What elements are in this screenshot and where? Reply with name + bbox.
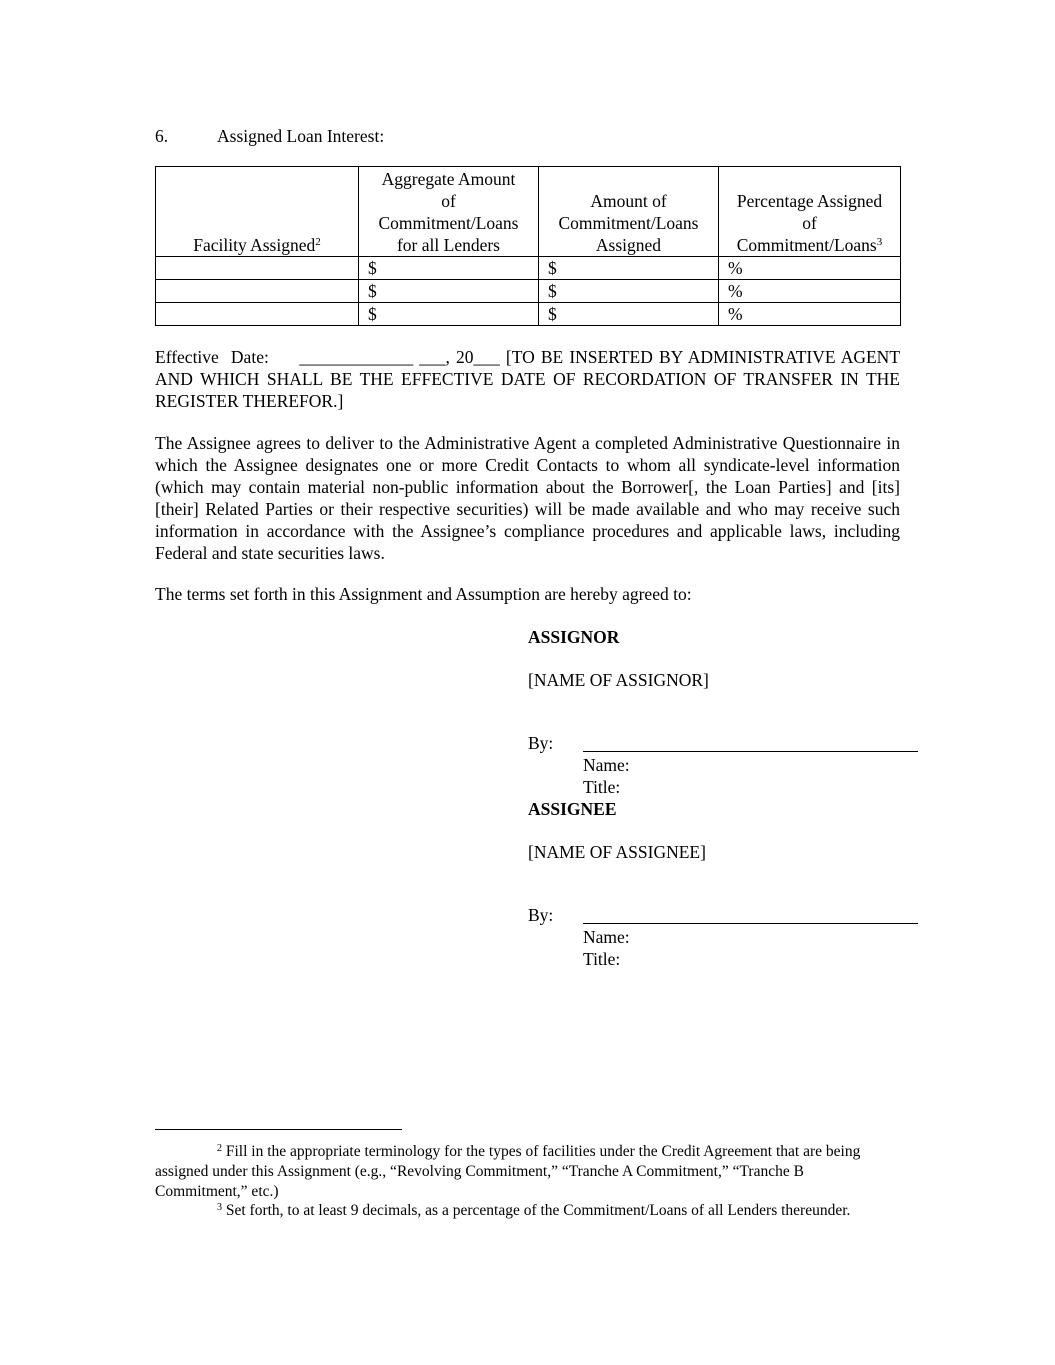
effective-date-label: Effective Date:	[155, 347, 269, 367]
effective-date-text: _____________ ___, 20___ [TO BE INSERTED BY ADMINISTRATIVE AGENT AND WHICH SHALL BE THE EFFECTIVE DATE OF RECORDATION OF TRANSFER IN THE REGISTER THEREFOR.]	[155, 347, 901, 411]
table-row	[156, 303, 901, 326]
assigned-loan-table	[155, 166, 901, 326]
assignee-name-label: Name:	[583, 927, 630, 947]
assignor-by-label: By:	[528, 733, 554, 753]
table-cell	[156, 280, 359, 303]
terms-agreed-line: The terms set forth in this Assignment and Assumption are hereby agreed to:	[155, 584, 692, 604]
footnote-3: $^3$ Set forth, to at least 9 decimals, as a percentage of the Commitment/Loans of all Lenders thereunder.	[217, 1202, 851, 1219]
assignee-agreement-paragraph: The Assignee agrees to deliver to the Administrative Agent a completed Administrative Questionnaire in which the Assignee designates one or more Credit Contacts to whom all syndicate-level information (which may contain material non-public information about the Borrower[, the Loan Parties] and [its] [their] Related Parties or their respective securities) will be made available and who may receive such information in accordance with the Assignee’s compliance procedures and applicable laws, including Federal and state securities laws.	[155, 433, 900, 563]
section-title: Assigned Loan Interest:	[217, 126, 385, 146]
footnote-2: $^2$ Fill in the appropriate terminology for the types of facilities under the Credit Agreement that are being assigned under this Assignment (e.g., “Revolving Commitment,” “Tranche A Commitment,” “Tranche B Commitment,” etc.)	[155, 1143, 861, 1200]
table-cell: $	[539, 257, 719, 280]
table-cell: %	[719, 303, 901, 326]
table-cell: $	[359, 257, 539, 280]
header-facility-assigned: Facility Assigned$^2$	[156, 167, 359, 257]
assignor-title-label: Title:	[583, 777, 621, 797]
table-cell: $	[539, 280, 719, 303]
assignor-name: [NAME OF ASSIGNOR]	[528, 670, 709, 690]
assignee-heading: ASSIGNEE	[528, 799, 617, 819]
assignor-signature-line[interactable]	[583, 751, 918, 752]
table-row	[156, 280, 901, 303]
table-header-row	[156, 167, 901, 257]
effective-date-paragraph	[155, 346, 900, 412]
section-number: 6.	[155, 126, 169, 146]
header-amount-assigned: Amount of Commitment/Loans Assigned	[539, 167, 719, 257]
assignor-name-label: Name:	[583, 755, 630, 775]
assignee-name: [NAME OF ASSIGNEE]	[528, 842, 706, 862]
assignee-by-label: By:	[528, 905, 554, 925]
table-row	[156, 257, 901, 280]
table-cell: $	[359, 303, 539, 326]
table-cell: $	[539, 303, 719, 326]
table-cell: %	[719, 257, 901, 280]
assignee-title-label: Title:	[583, 949, 621, 969]
assignor-heading: ASSIGNOR	[528, 627, 620, 647]
header-aggregate-amount: Aggregate Amount of Commitment/Loans for all Lenders	[359, 167, 539, 257]
footnote-separator	[155, 1129, 402, 1130]
table-cell: %	[719, 280, 901, 303]
header-percentage-assigned: Percentage Assigned of Commitment/Loans$^3$	[719, 167, 901, 257]
section-heading	[155, 125, 384, 147]
table-cell	[156, 257, 359, 280]
assignee-signature-line[interactable]	[583, 923, 918, 924]
table-cell: $	[359, 280, 539, 303]
table-cell	[156, 303, 359, 326]
